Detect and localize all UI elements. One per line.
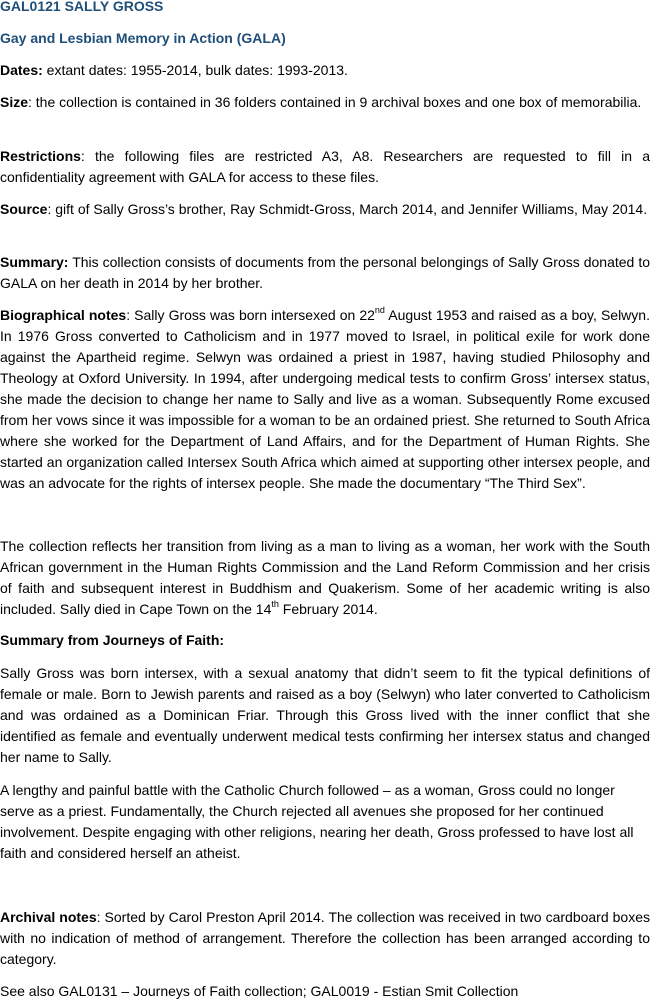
collection-text-start: The collection reflects her transition from living as a man to living as a woman, her work with the South African government in the Human Rights Commission and the Land Reform Commission and her crisis of faith and subsequent interest in Buddhism and Quakerism. Some of her academic writing is also included. Sally died in Cape Town on the 14 [0, 538, 650, 617]
summary-paragraph [0, 252, 650, 294]
collection-text-end: February 2014. [278, 601, 378, 617]
summary-label: Summary: [0, 254, 69, 270]
size-label: Size [0, 94, 29, 110]
dates-text: extant dates: 1955-2014, bulk dates: 1993-2013. [42, 62, 348, 78]
restrictions-text: : the following files are restricted A3, A8. Researchers are requested to fill in a confidentiality agreement with GALA for access to these files. [0, 148, 650, 185]
collection-description-paragraph [0, 536, 650, 620]
collection-code-title: GAL0121 SALLY GROSS [0, 0, 164, 14]
source-text: : gift of Sally Gross’s brother, Ray Schmidt-Gross, March 2014, and Jennifer Williams, May 2014. [47, 201, 648, 217]
biographical-notes-paragraph [0, 305, 650, 494]
biographical-ordinal-suffix: nd [374, 305, 385, 316]
biographical-text-end: August 1953 and raised as a boy, Selwyn. In 1976 Gross converted to Catholicism and in 1977 moved to Israel, in political exile for work done against the Apartheid regime. Selwyn was ordained a priest in 1987, having studied Philosophy and Theology at Oxford University. In 1994, after undergoing medical tests to confirm Gross’ intersex status, she made the decision to change her name to Sally and live as a woman. Subsequently Rome excused from her vows since it was impossible for a woman to be an ordained priest. She returned to South Africa where she worked for the Department of Land Affairs, and for the Department of Human Rights. She started an organization called Intersex South Africa which aimed at supporting other intersex people, and was an advocate for the rights of intersex people. She made the documentary “The Third Sex”. [0, 307, 650, 491]
restrictions-label: Restrictions [0, 148, 81, 164]
size-paragraph [0, 92, 650, 113]
source-paragraph [0, 199, 650, 220]
archival-notes-text: : Sorted by Carol Preston April 2014. The collection was received in two cardboard boxes with no indication of method of arrangement. Therefore the collection has been arranged according to category. [0, 909, 651, 967]
organization-title: Gay and Lesbian Memory in Action (GALA) [0, 30, 286, 46]
see-also-line: See also GAL0131 – Journeys of Faith collection; GAL0019 - Estian Smit Collection [0, 983, 519, 999]
journeys-heading: Summary from Journeys of Faith: [0, 632, 225, 648]
restrictions-paragraph [0, 146, 650, 188]
archival-notes-label: Archival notes [0, 909, 97, 925]
archival-notes-paragraph [0, 907, 650, 970]
dates-label: Dates: [0, 62, 43, 78]
summary-text: This collection consists of documents from the personal belongings of Sally Gross donated to GALA on her death in 2014 by her brother. [0, 254, 650, 291]
biographical-text-start: : Sally Gross was born intersexed on 22 [126, 307, 375, 323]
journeys-paragraph-2: A lengthy and painful battle with the Catholic Church followed – as a woman, Gross could no longer serve as a priest. Fundamentally, the Church rejected all avenues she proposed for her continued involvement. Despite engaging with other religions, nearing her death, Gross professed to have lost all faith and considered herself an atheist. [0, 782, 634, 861]
biographical-notes-label: Biographical notes [0, 307, 127, 323]
collection-ordinal-suffix: th [271, 599, 279, 610]
dates-paragraph [0, 60, 650, 81]
source-label: Source [0, 201, 48, 217]
journeys-paragraph-1: Sally Gross was born intersex, with a sexual anatomy that didn’t seem to fit the typical definitions of female or male. Born to Jewish parents and raised as a boy (Selwyn) who later converted to Catholicism and was ordained as a Dominican Friar. Through this Gross lived with the inner conflict that she identified as female and eventually underwent medical tests confirming her intersex status and changed her name to Sally. [0, 665, 650, 765]
size-text: : the collection is contained in 36 folders contained in 9 archival boxes and one box of memorabilia. [28, 94, 642, 110]
